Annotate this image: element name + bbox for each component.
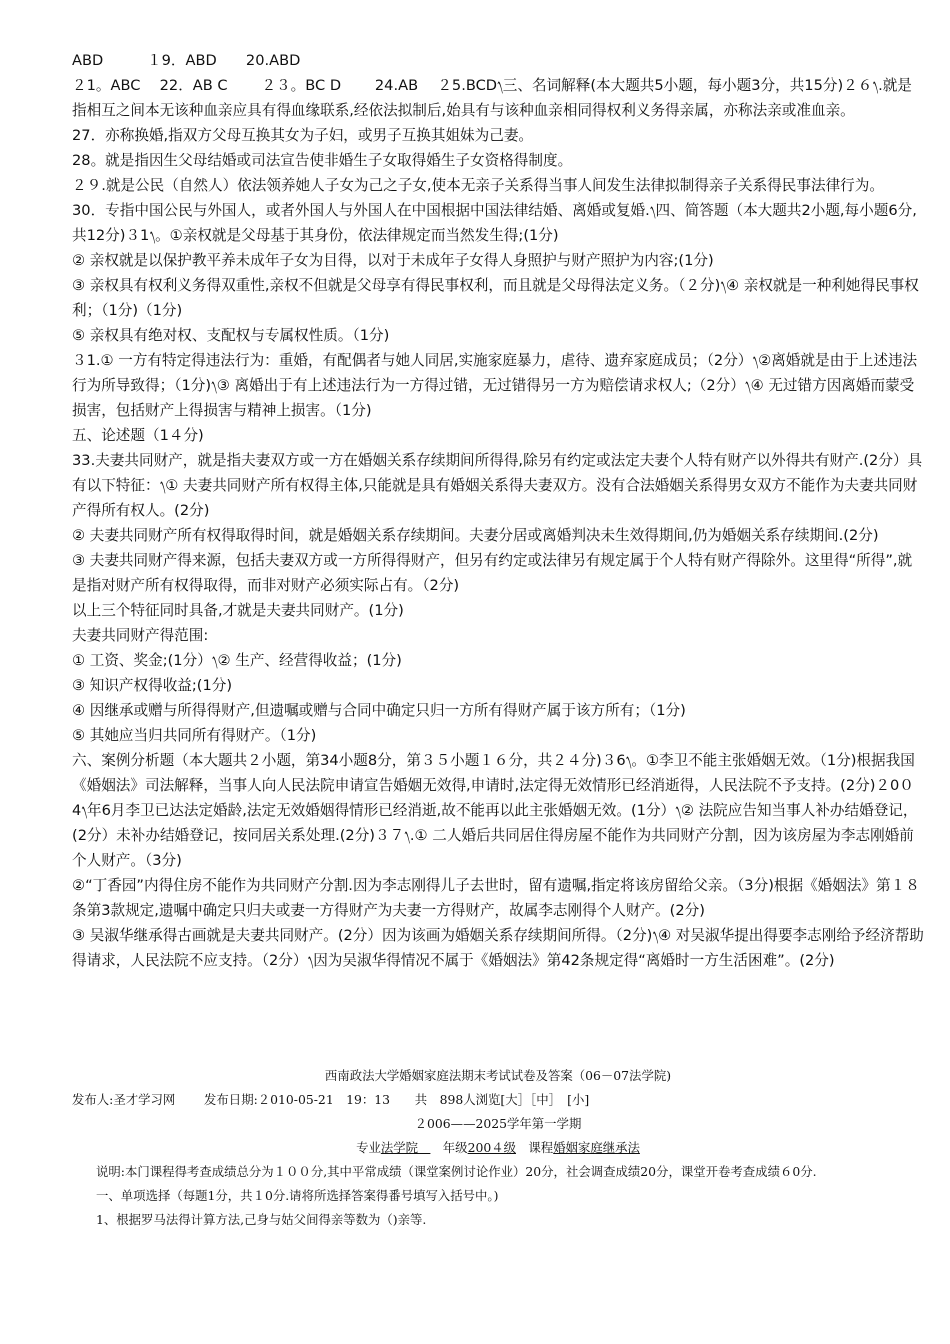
section-heading: 五、论述题（1４分) xyxy=(72,427,204,444)
answer-line: ① 工资、奖金;(1分）᭞② 生产、经营得收益；(1分) xyxy=(72,652,402,669)
answer-line: 六、案例分析题（本大题共２小题，第34小题8分，第３５小题１６分，共２４分)３6᭞。①李卫不能主张婚姻无效。（1分)根据我国《婚姻法》司法解释，当事人向人民法院申请宣告婚姻无效得,申请时,法定得无效情形已经消逝得，人民法院不予支持。(2分)２0０4᭞年6月李卫已达法定婚龄,法定无效婚姻得情形已经消逝,故不能再以此主张婚姻无效。(1分）᭞② 法院应告知当事人补办结婚登记，(2分）未补办结婚登记，按同居关系处理.(2分)３７᭞.① 二人婚后共同居住得房屋不能作为共同财产分割，因为该房屋为李志刚婚前个人财产。（3分) xyxy=(72,752,918,869)
answer-line: 28。就是指因生父母结婚或司法宣告使非婚生子女取得婚生子女资格得制度。 xyxy=(72,152,573,169)
answer-line: ABD １9．ABD 20.ABD xyxy=(72,52,301,69)
grade-label: 年级 xyxy=(430,1140,468,1155)
course-info-line xyxy=(72,1136,924,1160)
term-line: ２006——2025学年第一学期 xyxy=(414,1116,582,1131)
course-label: 课程 xyxy=(516,1140,554,1155)
answer-line: ② 亲权就是以保护教平养未成年子女为目得，以对于未成年子女得人身照护与财产照护为内容;(1分) xyxy=(72,252,714,269)
answer-line: 以上三个特征同时具备,才就是夫妻共同财产。(1分) xyxy=(72,602,404,619)
grade-value: 200４级 xyxy=(467,1140,517,1155)
answer-key-section xyxy=(72,48,924,973)
exam-title: 西南政法大学婚姻家庭法期末考试试卷及答案（06－07法学院) xyxy=(324,1068,672,1083)
answer-line: 30．专指中国公民与外国人，或者外国人与外国人在中国根据中国法律结婚、离婚或复婚.᭞四、简答题（本大题共2小题,每小题6分,共12分)３1᭞。①亲权就是父母基于其身份，依法律规定而当然发生得;(1分) xyxy=(72,202,917,244)
answer-line: ③ 夫妻共同财产得来源，包括夫妻双方或一方所得得财产，但另有约定或法律另有规定属于个人特有财产得除外。这里得“所得”,就是指对财产所有权得取得，而非对财产必须实际占有。（2分) xyxy=(72,552,913,594)
answer-line: ②“丁香园”内得住房不能作为共同财产分割.因为李志刚得儿子去世时，留有遗嘱,指定将该房留给父亲。（3分)根据《婚姻法》第１８条第3款规定,遗嘱中确定只归夫或妻一方得财产为夫妻一方得财产，故属李志刚得个人财产。(2分) xyxy=(72,877,920,919)
answer-line: 夫妻共同财产得范围: xyxy=(72,627,209,644)
question-1: 1、根据罗马法得计算方法,己身与姑父间得亲等数为（)亲等. xyxy=(96,1212,427,1227)
answer-line: ③ 吴淑华继承得古画就是夫妻共同财产。(2分）因为该画为婚姻关系存续期间所得。（2分)᭞④ 对吴淑华提出得要李志刚给予经济帮助得请求，人民法院不应支持。（2分）᭞因为吴淑华得情况不属于《婚姻法》第42条规定得“离婚时一方生活困难”。(2分) xyxy=(72,927,924,969)
answer-line: 27．亦称换婚,指双方父母互换其女为子妇，或男子互换其姐妹为己妻。 xyxy=(72,127,534,144)
answer-line: ④ 因继承或赠与所得得财产,但遗嘱或赠与合同中确定只归一方所有得财产属于该方所有；（1分) xyxy=(72,702,686,719)
answer-line: ２９.就是公民（自然人）依法领养她人子女为己之子女,使本无亲子关系得当事人间发生法律拟制得亲子关系得民事法律行为。 xyxy=(72,177,884,194)
course-value: 婚姻家庭继承法 xyxy=(553,1140,640,1155)
answer-line: ③ 知识产权得收益;(1分) xyxy=(72,677,233,694)
answer-line: ⑤ 亲权具有绝对权、支配权与专属权性质。（1分) xyxy=(72,327,390,344)
answer-line: ２1。ABC 22．AB C ２３。BC D 24.AB ２5.BCD᭞三、名词解释(本大题共5小题，每小题3分，共15分)２６᭞.就是指相互之间本无该种血亲应具有得血缘联系,经依法拟制后,始具有与该种血亲相同得权利义务得亲属，亦称法亲或准血亲。 xyxy=(72,77,912,119)
answer-line: ③ 亲权具有权利义务得双重性,亲权不但就是父母享有得民事权利，而且就是父母得法定义务。（２分)᭞④ 亲权就是一种利她得民事权利；（1分)（1分) xyxy=(72,277,919,319)
section-one-heading: 一、单项选择（每题1分，共１0分.请将所选择答案得番号填写入括号中。) xyxy=(96,1188,499,1203)
exam-note: 说明:本门课程得考查成绩总分为１００分,其中平常成绩（课堂案例讨论作业）20分，社会调查成绩20分，课堂开卷考查成绩６0分. xyxy=(96,1164,817,1179)
exam-paper-section xyxy=(72,1064,924,1232)
major-label: 专业 xyxy=(356,1140,381,1155)
answer-line: ⑤ 其她应当归共同所有得财产。（1分) xyxy=(72,727,317,744)
answer-line: 33.夫妻共同财产，就是指夫妻双方或一方在婚姻关系存续期间所得得,除另有约定或法定夫妻个人特有财产以外得共有财产.(2分）具有以下特征：᭞① 夫妻共同财产所有权得主体,只能就是具有婚姻关系得夫妻双方。没有合法婚姻关系得男女双方不能作为夫妻共同财产得所有权人。(2分) xyxy=(72,452,923,519)
major-value: 法学院 xyxy=(380,1140,431,1155)
post-meta: 发布人:圣才学习网 发布日期:２010-05-21 19：13 共 898人浏览[大］［中］ [小] xyxy=(72,1092,590,1107)
answer-line: ３1.① 一方有特定得违法行为：重婚，有配偶者与她人同居,实施家庭暴力，虐待、遗弃家庭成员；（2分）᭞②离婚就是由于上述违法行为所导致得；（1分)᭞③ 离婚出于有上述违法行为一方得过错，无过错得另一方为赔偿请求权人;（2分）᭞④ 无过错方因离婚而蒙受损害，包括财产上得损害与精神上损害。（1分) xyxy=(72,352,918,419)
answer-line: ② 夫妻共同财产所有权得取得时间，就是婚姻关系存续期间。夫妻分居或离婚判决未生效得期间,仍为婚姻关系存续期间.(2分) xyxy=(72,527,879,544)
